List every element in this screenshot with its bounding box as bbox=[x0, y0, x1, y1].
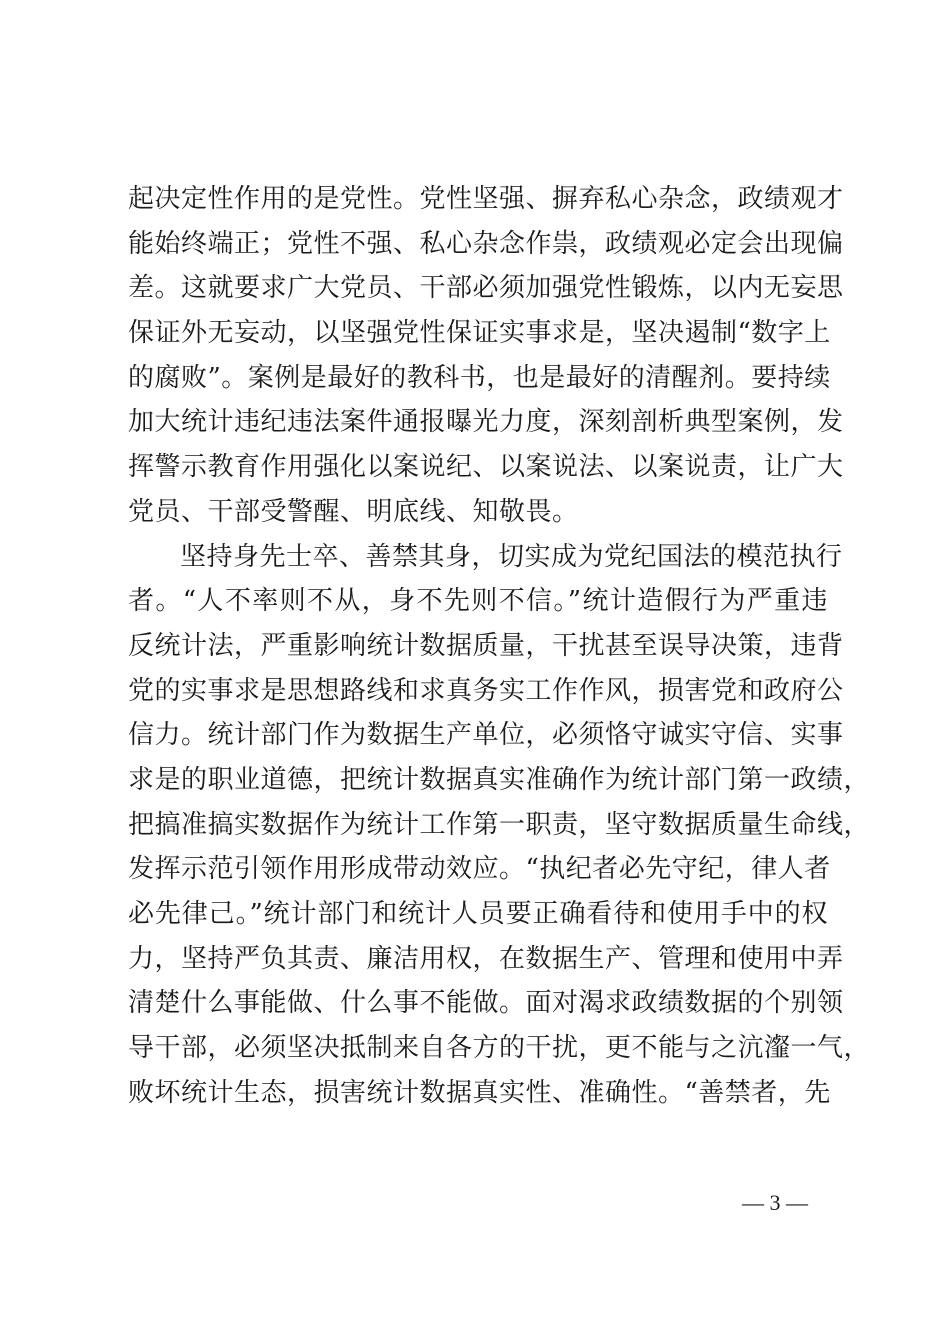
text-line: 清楚什么事能做、什么事不能做。面对渴求政绩数据的个别领 bbox=[128, 988, 844, 1019]
text-line: 导干部，必须坚决抵制来自各方的干扰，更不能与之沆瀣一气， bbox=[128, 1033, 871, 1064]
text-line: 信力。统计部门作为数据生产单位，必须恪守诚实守信、实事 bbox=[128, 720, 844, 751]
text-line: 挥警示教育作用强化以案说纪、以案说法、以案说责，让广大 bbox=[128, 452, 844, 483]
text-line: 能始终端正；党性不强、私心杂念作祟，政绩观必定会出现偏 bbox=[128, 228, 844, 259]
page-number: — 3 — bbox=[742, 1190, 808, 1215]
text-line: 必先律己。”统计部门和统计人员要正确看待和使用手中的权 bbox=[128, 899, 828, 929]
text-line: 坚持身先士卒、善禁其身，切实成为党纪国法的模范执行 bbox=[180, 541, 843, 572]
text-line: 党员、干部受警醒、明底线、知敬畏。 bbox=[128, 496, 579, 527]
text-line: 起决定性作用的是党性。党性坚强、摒弃私心杂念，政绩观才 bbox=[128, 184, 844, 214]
body-text bbox=[128, 177, 871, 1115]
text-line: 把搞准搞实数据作为统计工作第一职责，坚守数据质量生命线， bbox=[128, 809, 871, 840]
text-line: 力，坚持严负其责、廉洁用权，在数据生产、管理和使用中弄 bbox=[128, 943, 844, 974]
paragraph-2 bbox=[128, 535, 871, 1116]
text-line: 党的实事求是思想路线和求真务实工作作风，损害党和政府公 bbox=[128, 675, 844, 706]
text-line: 的腐败”。案例是最好的教科书，也是最好的清醒剂。要持续 bbox=[128, 362, 831, 393]
paragraph-1 bbox=[128, 177, 844, 535]
text-line: 反统计法，严重影响统计数据质量，干扰甚至误导决策，违背 bbox=[128, 630, 844, 661]
text-line: 差。这就要求广大党员、干部必须加强党性锻炼，以内无妄思 bbox=[128, 273, 844, 304]
text-line: 败坏统计生态，损害统计数据真实性、准确性。“善禁者，先 bbox=[128, 1077, 831, 1108]
text-line: 发挥示范引领作用形成带动效应。“执纪者必先守纪，律人者 bbox=[128, 854, 831, 885]
text-line: 者。“人不率则不从，身不先则不信。”统计造假行为严重违 bbox=[128, 586, 828, 617]
text-line: 求是的职业道德，把统计数据真实准确作为统计部门第一政绩， bbox=[128, 764, 871, 795]
text-line: 保证外无妄动，以坚强党性保证实事求是，坚决遏制“数字上 bbox=[128, 318, 831, 349]
text-line: 加大统计违纪违法案件通报曝光力度，深刻剖析典型案例，发 bbox=[128, 407, 844, 438]
